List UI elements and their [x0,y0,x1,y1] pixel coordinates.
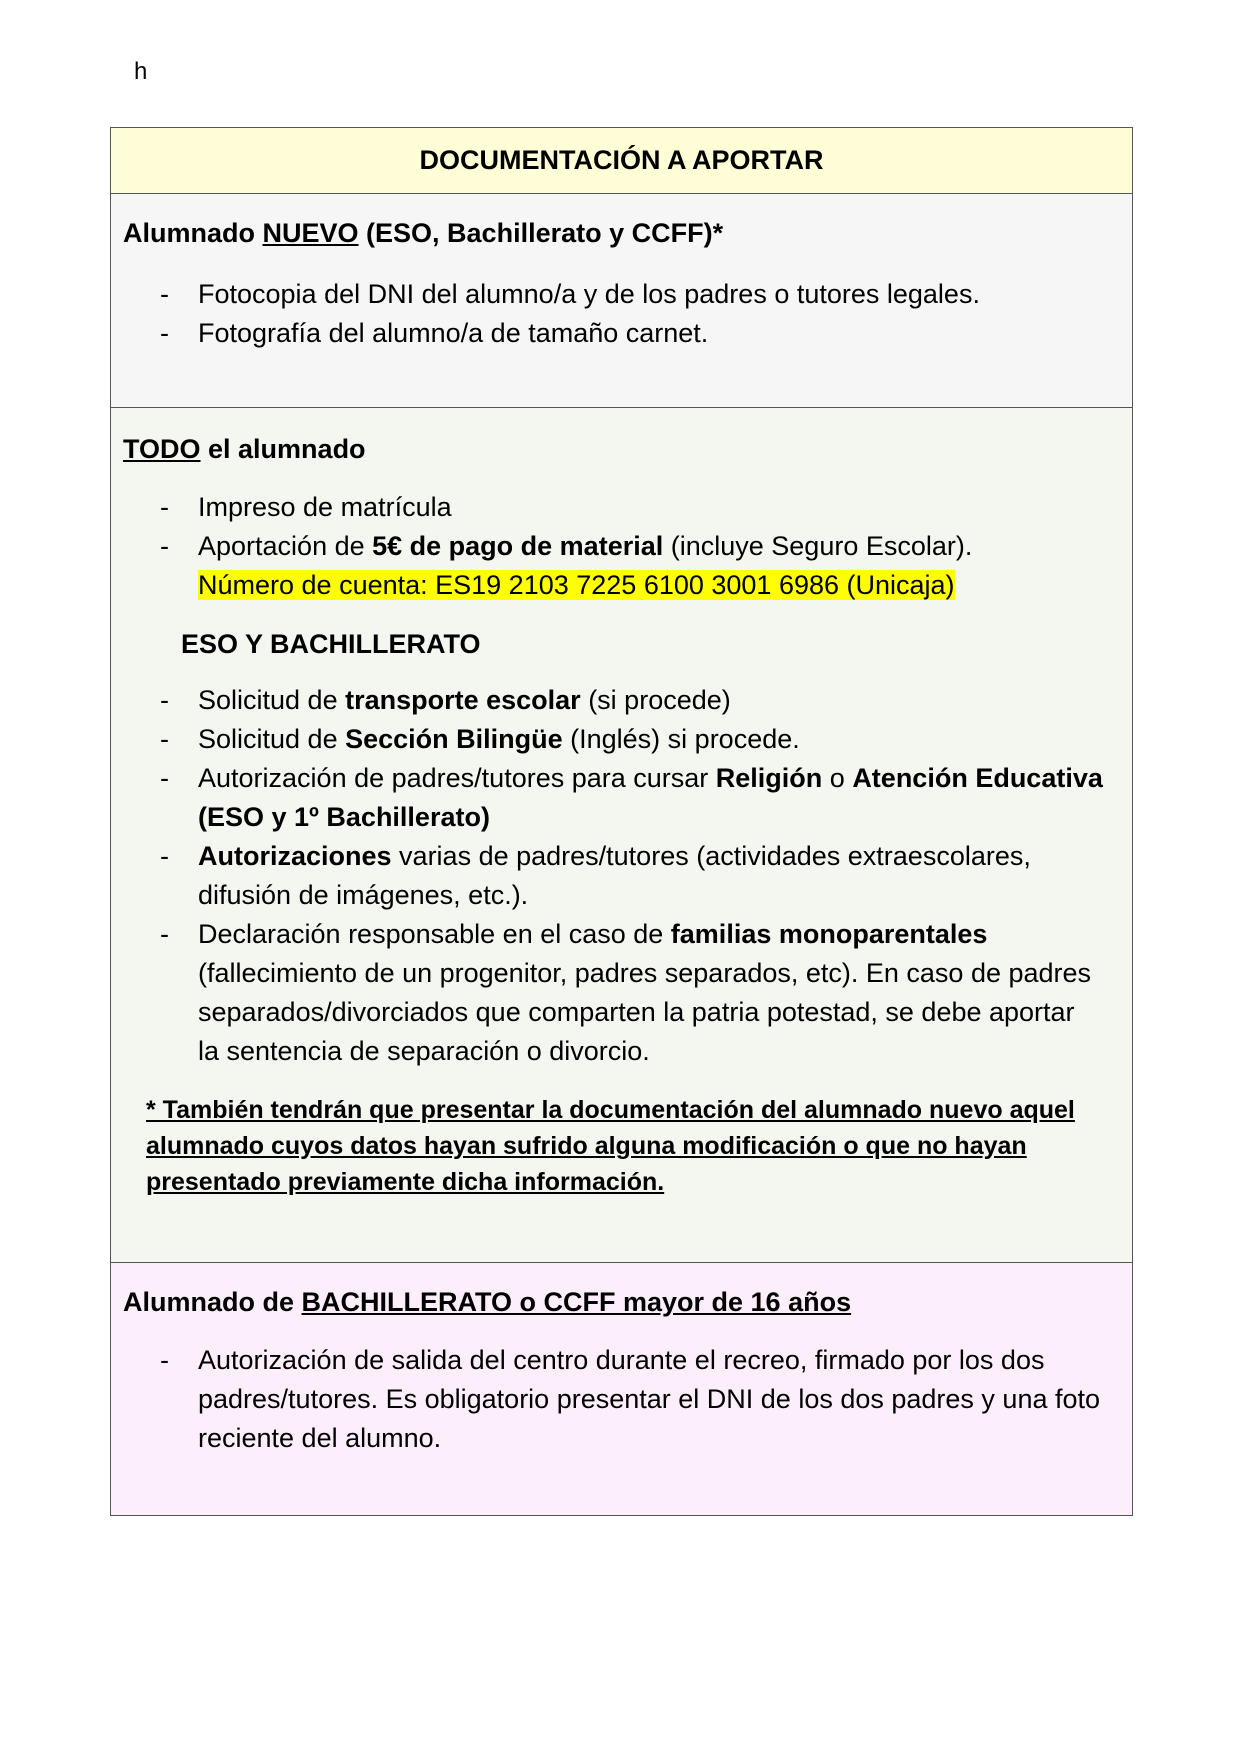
item-bold: transporte escolar [345,685,581,715]
eso-bachillerato-subheading: ESO Y BACHILLERATO [181,629,481,659]
list-item: - Impreso de matrícula [198,488,1103,527]
item-bold: familias monoparentales [670,919,988,949]
list-item [198,720,1103,759]
table-title-cell [111,128,1132,194]
heading-text: Alumnado de [123,1287,302,1317]
item-text: Autorización de padres/tutores para cursar [198,763,716,793]
heading-text: (ESO, Bachillerato y CCFF)* [358,218,724,248]
item-text: (Inglés) si procede. [562,724,800,754]
item-text: Aportación de [198,531,373,561]
heading-text: el alumnado [200,434,366,464]
heading-underlined: BACHILLERATO o CCFF mayor de 16 años [301,1287,852,1317]
new-students-heading [123,218,723,249]
item-bold: Religión [715,763,823,793]
item-bold: Autorizaciones [198,841,392,871]
account-number [198,566,1103,605]
all-students-section [111,408,1132,1263]
footnote: * También tendrán que presentar la documentación del alumnado nuevo aquel alumnado cuyos datos hayan sufrido alguna modificación o que no hayan presentado previamente dicha información. [146,1096,1075,1196]
list-item [198,527,1103,566]
list-item: - Autorización de salida del centro durante el recreo, firmado por los dos padres/tutores. Es obligatorio presentar el DNI de los dos padres y una foto reciente del alumno. [198,1341,1103,1458]
list-item [198,837,1103,915]
corner-mark: h [134,58,148,85]
item-text: varias de padres/tutores (actividades extraescolares, difusión de imágenes, etc.). [198,841,1031,910]
item-text: (incluye Seguro Escolar). [663,531,973,561]
list-item [198,681,1103,720]
item-bold: 5€ de pago de material [372,531,664,561]
item-text: o [822,763,853,793]
item-bold: Atención Educativa (ESO y 1º Bachillerato) [198,763,1103,832]
documentation-table [110,127,1133,1516]
item-text: (fallecimiento de un progenitor, padres separados, etc). En caso de padres separados/divorciados que comparten la patria potestad, se debe aportar la sentencia de separación o divorcio. [198,958,1092,1066]
bachillerato-section [111,1263,1132,1515]
heading-underlined: TODO [123,434,201,464]
all-students-heading [123,434,366,465]
heading-text: Alumnado [123,218,263,248]
item-text: (si procede) [580,685,731,715]
list-item [198,915,1103,1071]
item-bold: Sección Bilingüe [345,724,563,754]
item-text: Solicitud de [198,685,346,715]
bachillerato-heading [123,1287,851,1318]
item-text: Solicitud de [198,724,346,754]
account-highlight: Número de cuenta: ES19 2103 7225 6100 3001 6986 (Unicaja) [198,570,955,600]
list-item [198,759,1103,837]
page-title: DOCUMENTACIÓN A APORTAR [419,145,824,175]
item-text: Declaración responsable en el caso de [198,919,671,949]
list-item: - Fotografía del alumno/a de tamaño carnet. [198,314,1103,353]
new-students-section [111,194,1132,408]
heading-underlined: NUEVO [262,218,359,248]
list-item: - Fotocopia del DNI del alumno/a y de los padres o tutores legales. [198,275,1103,314]
